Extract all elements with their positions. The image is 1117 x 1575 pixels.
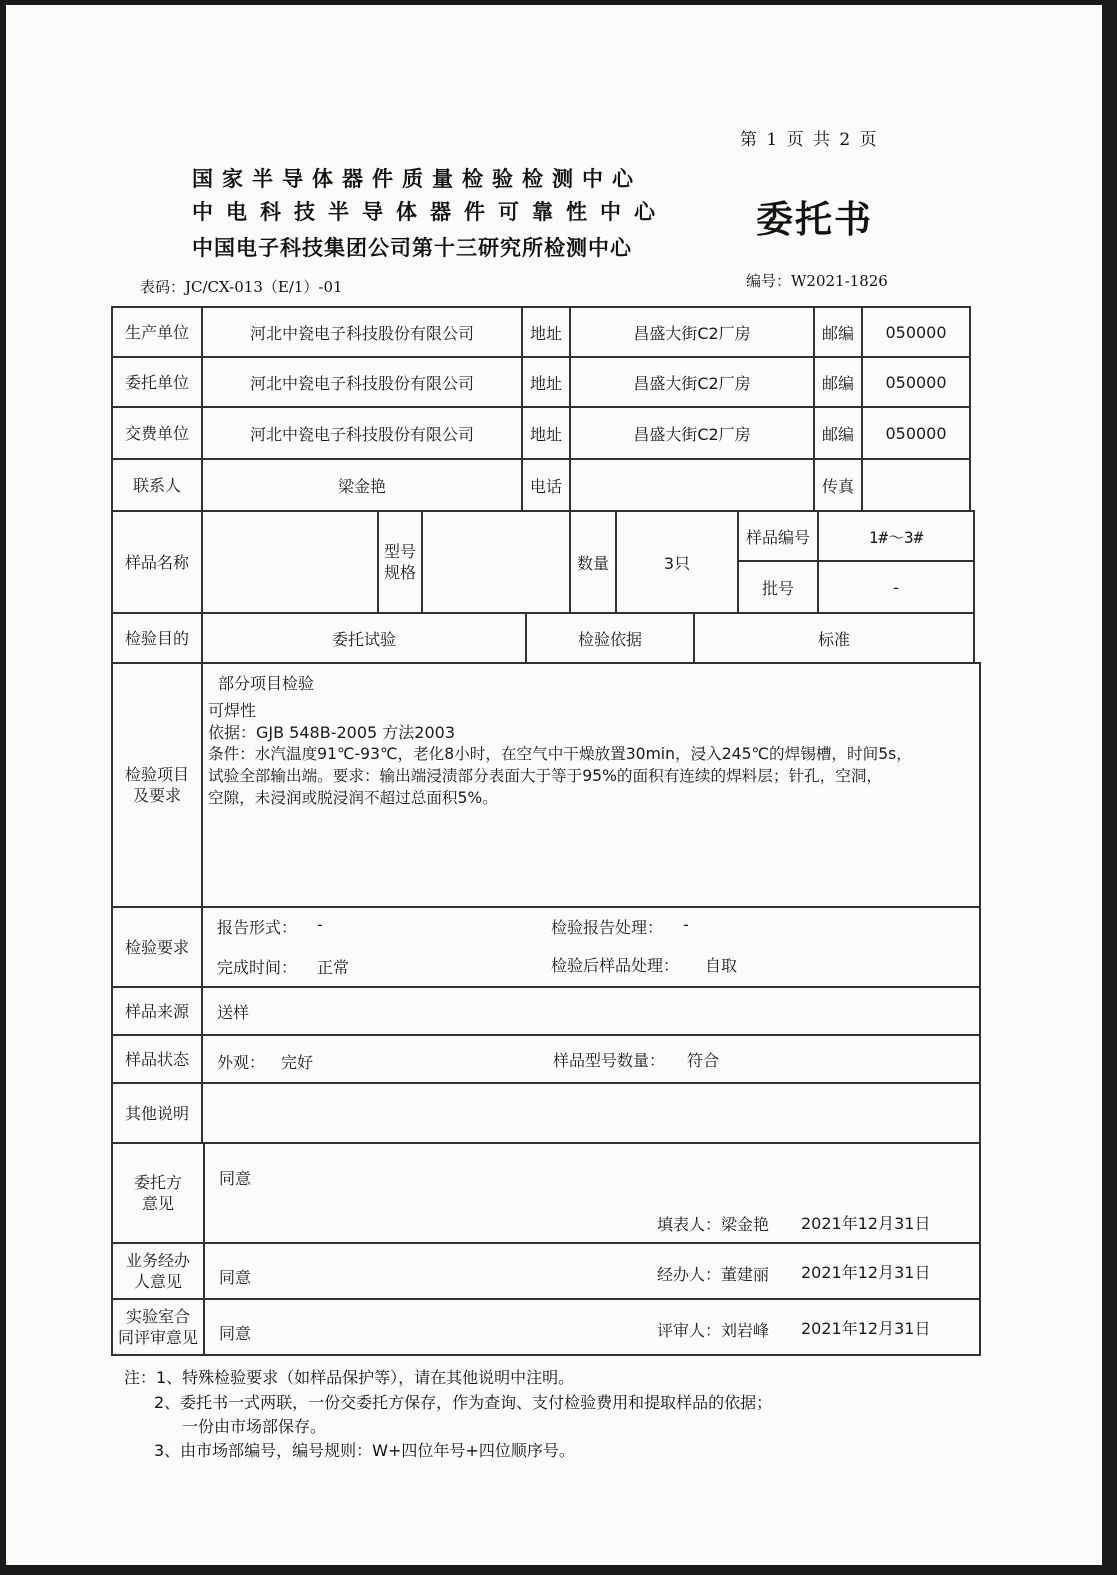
- model-qty-value: 符合: [687, 1051, 720, 1070]
- producer-postcode-value: 050000: [861, 306, 971, 358]
- test-items-label: [111, 662, 203, 908]
- quantity-label: 数量: [569, 510, 617, 614]
- fax-value: [861, 458, 971, 512]
- business-opinion-label-l2: 人意见: [133, 1272, 182, 1291]
- quantity-value: 3只: [615, 510, 739, 614]
- source-label: 样品来源: [111, 986, 203, 1036]
- lab-opinion-text: 同意: [219, 1324, 252, 1343]
- sample-name-label: 样品名称: [111, 510, 203, 614]
- appearance-label: 外观：: [217, 1053, 266, 1072]
- phone-label: 电话: [521, 458, 571, 512]
- payer-address-value: 昌盛大街C2厂房: [569, 406, 815, 460]
- test-items-line-4: 条件：水汽温度91℃-93℃，老化8小时，在空气中干燥放置30min，浸入245℃的焊锡槽，时间5s，: [208, 745, 912, 763]
- document-page: [6, 5, 1102, 1565]
- test-items-line-2: 可焊性: [208, 701, 257, 720]
- client-opinion-text: 同意: [219, 1169, 252, 1188]
- sample-no-label: 样品编号: [737, 510, 819, 562]
- client-opinion-signer: 填表人：梁金艳: [657, 1215, 770, 1234]
- payer-address-label: 地址: [521, 406, 571, 460]
- business-opinion-label: [111, 1242, 205, 1300]
- basis-label: 检验依据: [525, 612, 695, 664]
- requirements-label: 检验要求: [111, 906, 203, 988]
- note-3: 3、由市场部编号，编号规则：W+四位年号+四位顺序号。: [154, 1441, 575, 1460]
- test-items-label-l1: 检验项目: [124, 765, 189, 784]
- batch-no-value: -: [817, 560, 975, 614]
- commission-form-table: [111, 306, 981, 1356]
- page-number: 第 1 页 共 2 页: [740, 130, 879, 150]
- client-postcode-value: 050000: [861, 356, 971, 408]
- note-1: 注：1、特殊检验要求（如样品保护等），请在其他说明中注明。: [124, 1368, 575, 1387]
- model-value: [421, 510, 571, 614]
- other-label: 其他说明: [111, 1082, 203, 1144]
- payer-value: 河北中瓷电子科技股份有限公司: [201, 406, 523, 460]
- basis-value: 标准: [693, 612, 975, 664]
- report-handling-label: 检验报告处理：: [551, 918, 664, 937]
- source-value: 送样: [201, 986, 981, 1036]
- test-items-line-3: 依据：GJB 548B-2005 方法2003: [208, 723, 455, 742]
- org-name-3: 中国电子科技集团公司第十三研究所检测中心: [192, 235, 632, 260]
- note-2: 2、委托书一式两联，一份交委托方保存，作为查询、支付检验费用和提取样品的依据；: [154, 1393, 773, 1412]
- payer-postcode-label: 邮编: [813, 406, 863, 460]
- status-label: 样品状态: [111, 1034, 203, 1084]
- business-opinion-text: 同意: [219, 1268, 252, 1287]
- fax-label: 传真: [813, 458, 863, 512]
- finish-time-value: 正常: [317, 958, 350, 977]
- sample-name-value: [201, 510, 379, 614]
- report-form-label: 报告形式：: [217, 918, 298, 937]
- finish-time-label: 完成时间：: [217, 958, 298, 977]
- client-value: 河北中瓷电子科技股份有限公司: [201, 356, 523, 408]
- sample-handling-label: 检验后样品处理：: [551, 956, 680, 975]
- client-opinion-label-l2: 意见: [141, 1194, 174, 1213]
- contact-value: 梁金艳: [201, 458, 523, 512]
- other-value: [201, 1082, 981, 1144]
- client-opinion-label: [111, 1142, 205, 1244]
- contact-label: 联系人: [111, 458, 203, 512]
- test-items-line-5: 试验全部输出端。要求：输出端浸渍部分表面大于等于95%的面积有连续的焊料层；针孔，空洞，: [208, 767, 883, 785]
- lab-opinion-label-l1: 实验室合: [125, 1307, 190, 1326]
- purpose-value: 委托试验: [201, 612, 527, 664]
- test-items-line-1: 部分项目检验: [218, 674, 315, 693]
- form-code: 表码：JC/CX-013（E/1）-01: [140, 278, 343, 296]
- client-opinion-label-l1: 委托方: [133, 1173, 182, 1192]
- model-spec-label: [377, 510, 423, 614]
- client-address-value: 昌盛大街C2厂房: [569, 356, 815, 408]
- purpose-label: 检验目的: [111, 612, 203, 664]
- report-form-value: -: [317, 915, 323, 934]
- org-name-1: 国家半导体器件质量检验检测中心: [192, 166, 642, 191]
- payer-label: 交费单位: [111, 406, 203, 460]
- org-name-2: 中电科技半导体器件可靠性中心: [192, 199, 668, 224]
- producer-label: 生产单位: [111, 306, 203, 358]
- model-label: 型号: [383, 542, 416, 561]
- business-opinion-label-l1: 业务经办: [125, 1251, 190, 1270]
- sample-handling-value: 自取: [705, 956, 738, 975]
- lab-opinion-label: [111, 1298, 205, 1356]
- document-title: 委托书: [756, 197, 873, 241]
- lab-opinion-label-l2: 同评审意见: [117, 1328, 198, 1347]
- spec-label: 规格: [383, 563, 416, 582]
- producer-address-label: 地址: [521, 306, 571, 358]
- model-qty-label: 样品型号数量：: [553, 1051, 666, 1070]
- lab-opinion-signer: 评审人：刘岩峰: [657, 1321, 770, 1340]
- client-address-label: 地址: [521, 356, 571, 408]
- report-handling-value: -: [683, 915, 689, 934]
- document-number: 编号：W2021-1826: [746, 272, 888, 290]
- sample-no-value: 1#～3#: [817, 510, 975, 562]
- producer-address-value: 昌盛大街C2厂房: [569, 306, 815, 358]
- note-2b: 一份由市场部保存。: [182, 1417, 327, 1436]
- producer-value: 河北中瓷电子科技股份有限公司: [201, 306, 523, 358]
- client-label: 委托单位: [111, 356, 203, 408]
- appearance-value: 完好: [281, 1053, 314, 1072]
- payer-postcode-value: 050000: [861, 406, 971, 460]
- lab-opinion-date: 2021年12月31日: [801, 1319, 931, 1338]
- test-items-line-6: 空隙，未浸润或脱浸润不超过总面积5%。: [208, 789, 498, 807]
- client-opinion-date: 2021年12月31日: [801, 1214, 931, 1233]
- test-items-label-l2: 及要求: [132, 786, 181, 805]
- producer-postcode-label: 邮编: [813, 306, 863, 358]
- client-postcode-label: 邮编: [813, 356, 863, 408]
- business-opinion-date: 2021年12月31日: [801, 1263, 931, 1282]
- phone-value: [569, 458, 815, 512]
- business-opinion-signer: 经办人：董建丽: [657, 1265, 770, 1284]
- batch-no-label: 批号: [737, 560, 819, 614]
